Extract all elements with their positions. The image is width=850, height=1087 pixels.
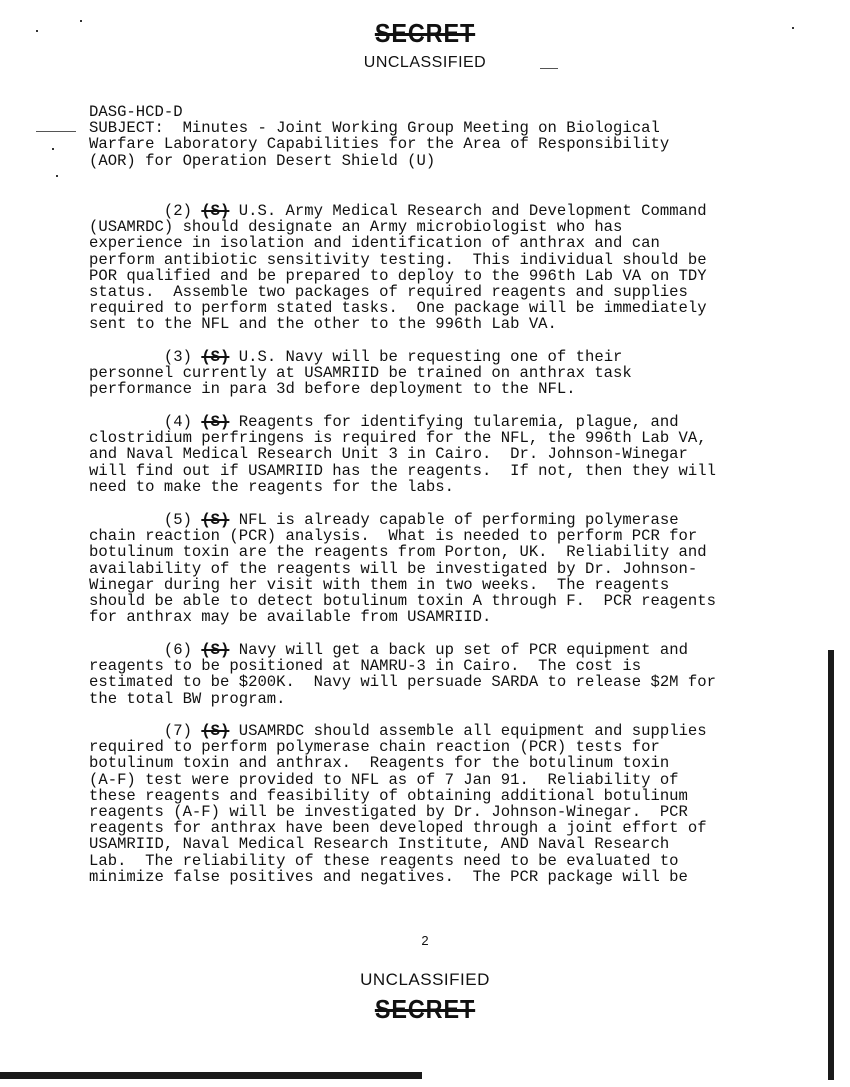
- paragraph-number: (7): [163, 722, 192, 740]
- page-number: 2: [421, 933, 429, 948]
- subject-line: SUBJECT: Minutes - Joint Working Group Meeting on Biological: [89, 119, 660, 138]
- paragraph-line: clostridium perfringens is required for the NFL, the 996th Lab VA,: [89, 429, 707, 448]
- paragraph-line: will find out if USAMRIID has the reagents. If not, then they will: [89, 461, 716, 480]
- scan-speck: [792, 27, 794, 29]
- office-symbol: DASG-HCD-D: [89, 103, 183, 121]
- paragraph-line: Winegar during her visit with them in two weeks. The reagents: [89, 575, 670, 594]
- subject-line: (AOR) for Operation Desert Shield (U): [89, 151, 436, 170]
- classification-marking-secret-bottom: SECRET: [374, 994, 476, 1024]
- paragraph-line: required to perform stated tasks. One package will be immediately: [89, 299, 707, 318]
- paragraph-number: (4): [163, 413, 192, 431]
- classification-marking-unclassified-bottom: UNCLASSIFIED: [360, 970, 490, 989]
- scan-speck: [80, 20, 82, 22]
- scan-dash: [36, 131, 76, 132]
- paragraph-line: reagents (A-F) will be investigated by Dr. Johnson-Winegar. PCR: [89, 803, 688, 822]
- paragraph-line: USAMRDC should assemble all equipment and supplies: [229, 722, 707, 740]
- classification-mark: (S): [201, 641, 230, 659]
- paragraph-line: availability of the reagents will be investigated by Dr. Johnson-: [89, 559, 698, 578]
- paragraph-3: [89, 349, 769, 398]
- paragraph-line: perform antibiotic sensitivity testing. This individual should be: [89, 250, 707, 269]
- classification-marking-unclassified-top: UNCLASSIFIED: [363, 54, 487, 71]
- paragraph-number: (6): [163, 641, 192, 659]
- classification-mark: (S): [201, 511, 230, 529]
- paragraph-line: need to make the reagents for the labs.: [89, 477, 454, 496]
- classification-mark: (S): [201, 413, 230, 431]
- paragraph-number: (2): [163, 202, 192, 220]
- paragraph-line: Lab. The reliability of these reagents need to be evaluated to: [89, 851, 679, 870]
- scan-speck: [36, 30, 38, 32]
- paragraph-line: and Naval Medical Research Unit 3 in Cairo. Dr. Johnson-Winegar: [89, 445, 688, 464]
- paragraph-line: status. Assemble two packages of required reagents and supplies: [89, 283, 688, 302]
- memo-header: [89, 104, 769, 169]
- paragraph-line: the total BW program.: [89, 689, 286, 708]
- scan-dash: [540, 68, 558, 69]
- paragraph-line: for anthrax may be available from USAMRIID.: [89, 608, 492, 627]
- paragraph-5: [89, 512, 769, 625]
- paragraph-line: estimated to be $200K. Navy will persuade SARDA to release $2M for: [89, 673, 716, 692]
- paragraph-line: Navy will get a back up set of PCR equipment and: [229, 641, 688, 659]
- paragraph-line: reagents to be positioned at NAMRU-3 in Cairo. The cost is: [89, 657, 642, 676]
- paragraph-line: botulinum toxin are the reagents from Porton, UK. Reliability and: [89, 543, 707, 562]
- paragraph-line: experience in isolation and identification of anthrax and can: [89, 234, 660, 253]
- paragraph-line: (A-F) test were provided to NFL as of 7 Jan 91. Reliability of: [89, 770, 679, 789]
- paragraph-line: Reagents for identifying tularemia, plague, and: [229, 413, 679, 431]
- paragraph-6: [89, 642, 769, 707]
- paragraph-line: personnel currently at USAMRIID be trained on anthrax task: [89, 364, 632, 383]
- paragraph-7: [89, 723, 769, 885]
- subject-line: Warfare Laboratory Capabilities for the Area of Responsibility: [89, 135, 670, 154]
- paragraph-line: required to perform polymerase chain reaction (PCR) tests for: [89, 738, 660, 757]
- paragraph-number: (5): [163, 511, 192, 529]
- paragraph-line: U.S. Navy will be requesting one of their: [229, 348, 623, 366]
- paragraph-line: POR qualified and be prepared to deploy to the 996th Lab VA on TDY: [89, 266, 707, 285]
- paragraph-line: reagents for anthrax have been developed through a joint effort of: [89, 819, 707, 838]
- scan-speck: [52, 148, 54, 150]
- classification-mark: (S): [201, 348, 230, 366]
- paragraph-4: [89, 414, 769, 495]
- paragraph-line: minimize false positives and negatives. The PCR package will be: [89, 867, 688, 886]
- paragraph-line: performance in para 3d before deployment to the NFL.: [89, 380, 576, 399]
- paragraph-line: these reagents and feasibility of obtaining additional botulinum: [89, 786, 688, 805]
- paragraph-number: (3): [163, 348, 192, 366]
- paragraph-line: botulinum toxin and anthrax. Reagents for the botulinum toxin: [89, 754, 670, 773]
- scan-bottom-bar: [0, 1072, 422, 1079]
- paragraph-line: U.S. Army Medical Research and Development Command: [229, 202, 707, 220]
- paragraph-line: USAMRIID, Naval Medical Research Institute, AND Naval Research: [89, 835, 670, 854]
- classification-mark: (S): [201, 202, 230, 220]
- paragraph-line: should be able to detect botulinum toxin A through F. PCR reagents: [89, 592, 716, 611]
- classification-mark: (S): [201, 722, 230, 740]
- paragraph-line: sent to the NFL and the other to the 996th Lab VA.: [89, 315, 557, 334]
- scan-speck: [56, 175, 58, 177]
- scan-edge-bar: [828, 650, 834, 1080]
- paragraph-line: chain reaction (PCR) analysis. What is needed to perform PCR for: [89, 527, 698, 546]
- paragraph-line: NFL is already capable of performing polymerase: [229, 511, 679, 529]
- paragraph-2: [89, 203, 769, 333]
- classification-marking-secret-top: SECRET: [374, 18, 476, 48]
- paragraph-line: (USAMRDC) should designate an Army microbiologist who has: [89, 218, 623, 237]
